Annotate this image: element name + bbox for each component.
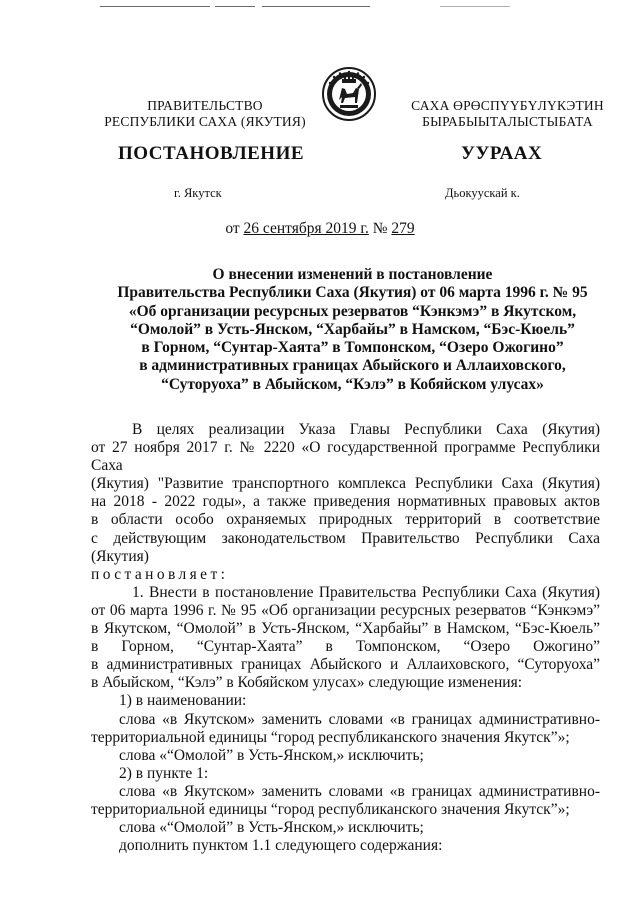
doc-type-ru: ПОСТАНОВЛЕНИЕ <box>118 143 305 164</box>
body-line: 1) в наименовании: <box>119 692 247 710</box>
scan-artifact-line <box>440 6 510 7</box>
body-line: в Якутском, “Омолой” в Усть-Янском, “Харбайы” в Намском, “Бэс-Кюель” <box>91 620 600 638</box>
body-line: 1. Внести в постановление Правительства Республики Саха (Якутия) <box>132 583 600 601</box>
body-line: территориальной единицы “город республиканского значения Якутск”»; <box>91 728 570 746</box>
date-prefix: от <box>225 220 240 237</box>
issuer-sah-line2: БЫРАБЫЫТАЛЫСТЫБАТА <box>422 114 593 129</box>
body-line: слова «в Якутском» заменить словами «в границах административно- <box>119 710 600 728</box>
body-line: слова «“Омолой” в Усть-Янском,» исключить; <box>119 746 424 764</box>
scan-artifact-line <box>100 6 210 7</box>
body-line: слова «“Омолой” в Усть-Янском,» исключить; <box>119 819 424 837</box>
body-line: (Якутия) "Развитие транспортного комплекса Республики Саха (Якутия) <box>91 475 600 493</box>
issuer-ru <box>100 98 310 130</box>
issuer-ru-line1: ПРАВИТЕЛЬСТВО <box>147 98 263 113</box>
decree-body <box>91 421 600 855</box>
body-line: от 06 марта 1996 г. № 95 «Об организации ресурсных резерватов “Кэнкэмэ” <box>91 601 600 619</box>
body-line-resolves: постановляет: <box>91 565 229 583</box>
body-line: территориальной единицы “город республиканского значения Якутск”»; <box>91 800 570 818</box>
body-line: в области особо охраняемых природных территорий в соответствие <box>91 511 600 529</box>
body-line: в Абыйском, “Кэлэ” в Кобяйском улусах» следующие изменения: <box>91 674 523 692</box>
issuer-sah <box>400 98 615 130</box>
body-line: с действующим законодательством Правительство Республики Саха (Якутия) <box>91 529 600 565</box>
coat-of-arms-icon <box>321 66 377 122</box>
decree-date: 26 сентября 2019 г. <box>243 220 369 237</box>
issuer-sah-line1: САХА ӨРӨСПҮҮБҮЛҮКЭТИН <box>411 98 604 113</box>
doc-type-sah: УУРААХ <box>461 143 543 164</box>
number-sign: № <box>372 220 388 237</box>
title-line: в Горном, “Сунтар-Хаята” в Томпонском, “Озеро Ожогино” <box>141 339 564 357</box>
body-line: дополнить пунктом 1.1 следующего содержания: <box>119 837 443 855</box>
decree-number: 279 <box>391 220 415 237</box>
body-line: на 2018 - 2022 годы», а также приведения нормативных правовых актов <box>91 493 600 511</box>
title-line: в административных границах Абыйского и Аллаиховского, <box>139 357 566 375</box>
title-line: Правительства Республики Саха (Якутия) от 06 марта 1996 г. № 95 <box>117 284 588 302</box>
body-line: от 27 ноября 2017 г. № 2220 «О государственной программе Республики Саха <box>91 439 600 475</box>
body-line: слова «в Якутском» заменить словами «в границах административно- <box>119 782 600 800</box>
issuer-ru-line2: РЕСПУБЛИКИ САХА (ЯКУТИЯ) <box>104 114 306 129</box>
scan-artifact-line <box>215 6 255 7</box>
title-line: “Омолой” в Усть-Янском, “Харбайы” в Намском, “Бэс-Кюель” <box>130 320 575 338</box>
body-line: в Горном, “Сунтар-Хаята” в Томпонском, “Озеро Ожогино” <box>91 638 600 656</box>
body-line: в административных границах Абыйского и Аллаиховского, “Суторуоха” <box>91 656 600 674</box>
scan-artifact-line <box>262 6 370 7</box>
title-line: «Об организации ресурсных резерватов “Кэнкэмэ” в Якутском, <box>128 302 577 320</box>
city-sah: Дьокуускай к. <box>445 186 520 200</box>
title-line: “Суторуоха” в Абыйском, “Кэлэ” в Кобяйском улусах» <box>161 375 544 393</box>
body-line: В целях реализации Указа Главы Республики Саха (Якутия) <box>132 421 600 438</box>
title-line: О внесении изменений в постановление <box>212 266 493 283</box>
body-line: 2) в пункте 1: <box>119 764 209 782</box>
city-ru: г. Якутск <box>174 186 222 200</box>
decree-title <box>100 266 605 394</box>
date-line <box>0 220 640 238</box>
